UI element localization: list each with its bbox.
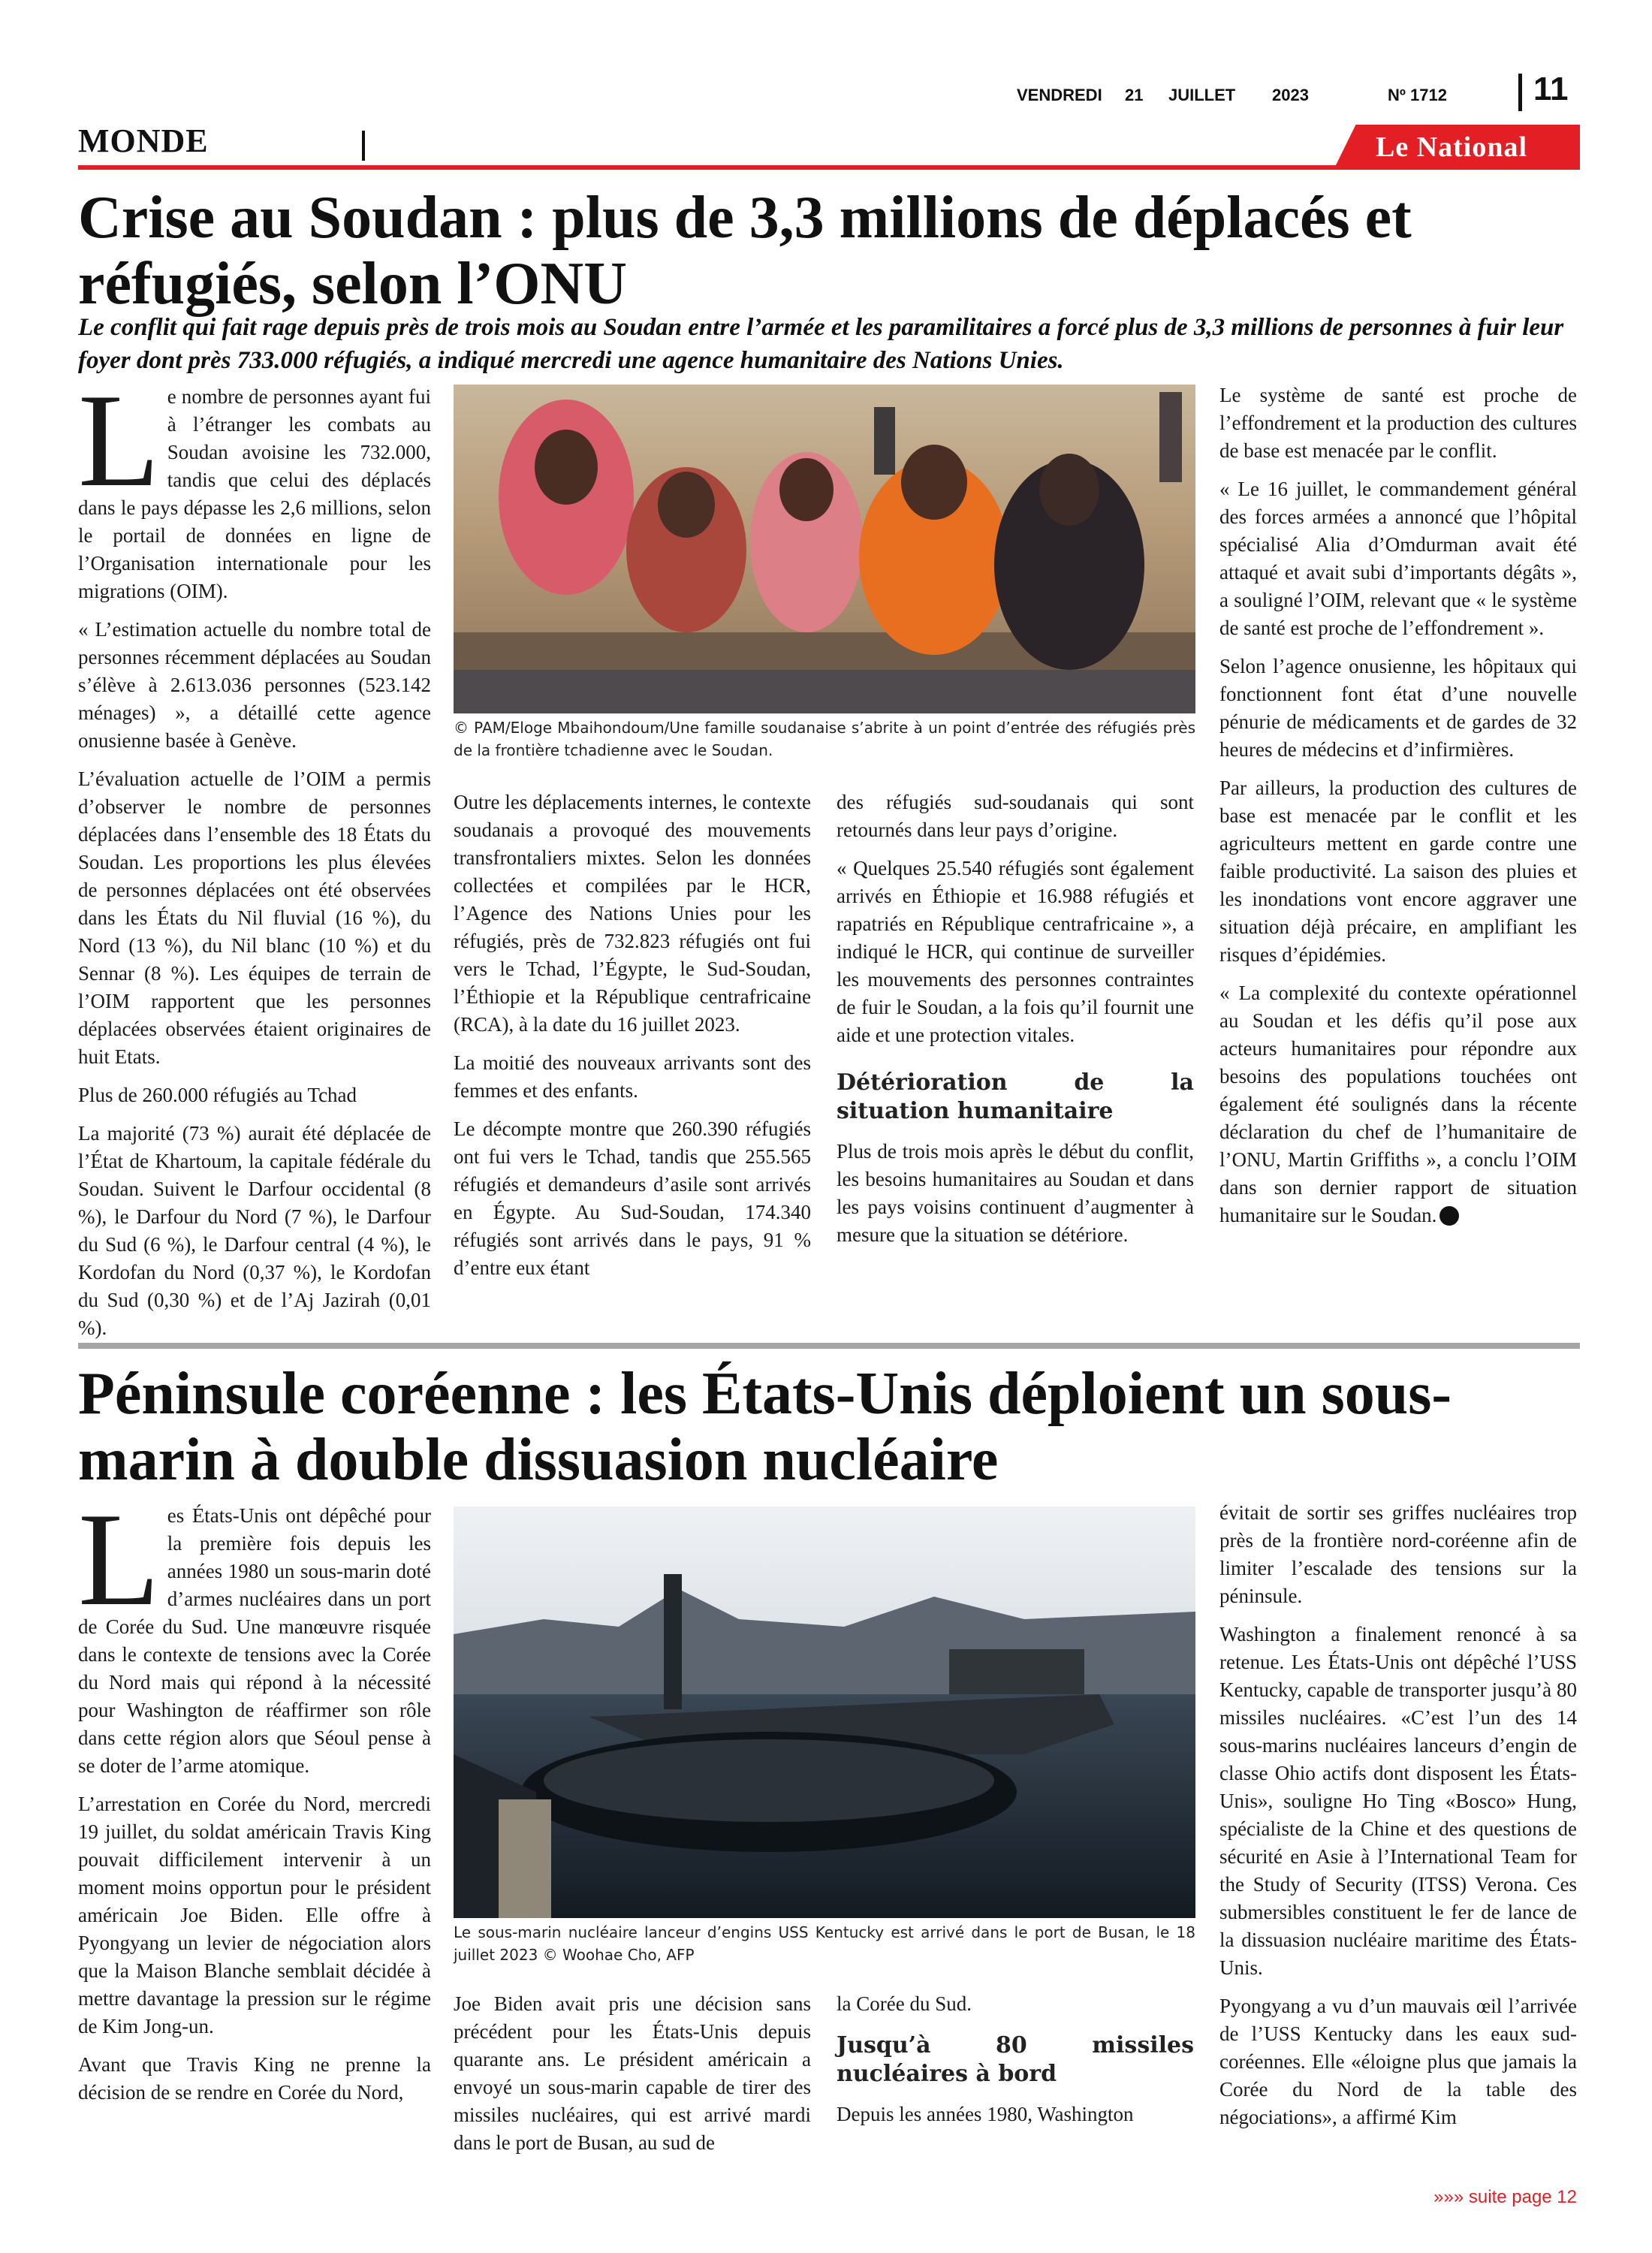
- article2-headline: Péninsule coréenne : les États-Unis déploient un sous-marin à double dissuasion nucléaire: [78, 1361, 1452, 1493]
- sudan-refugee-family-photo: [454, 385, 1195, 713]
- article2-paragraph: Pyongyang a vu d’un mauvais œil l’arrivée de l’USS Kentucky dans les eaux sud-coréennes. Elle «éloigne plus que jamais la Corée du Nord de la table des négociations», a affirmé Kim: [1219, 1995, 1577, 2128]
- article1-subhead: Détérioration de la situation humanitaire: [837, 1069, 1194, 1124]
- article1-paragraph: Le système de santé est proche de l’effondrement et la production des cultures de base est menacée par le conflit.: [1219, 384, 1577, 462]
- section-divider: [362, 131, 365, 161]
- article1-paragraph: Le décompte montre que 260.390 réfugiés ont fui vers le Tchad, tandis que 255.565 réfugiés et demandeurs d’asile sont arrivés en Égypte. Au Sud-Soudan, 174.340 réfugiés sont arrivés dans le pays, 91 % d’entre eux étant: [454, 1117, 811, 1279]
- article1-paragraph: « L’estimation actuelle du nombre total de personnes récemment déplacées au Soudan s’élève à 2.613.036 personnes (523.142 ménages) », a détaillé cette agence onusienne basée à Genève.: [78, 618, 431, 752]
- article1-paragraph: Plus de trois mois après le début du conflit, les besoins humanitaires au Soudan et dans les pays voisins continuent d’augmenter à mesure que la situation se détériore.: [837, 1140, 1194, 1246]
- article2-paragraph: Washington a finalement renoncé à sa retenue. Les États-Unis ont dépêché l’USS Kentucky, capable de transporter jusqu’à 80 missiles nucléaires. «C’est l’un des 14 sous-marins nucléaires lanceurs d’engin de classe Ohio actifs dont disposent les États-Unis», souligne Ho Ting «Bosco» Hung, spécialiste de la Chine et des questions de sécurité en Asie à l’International Team for the Study of Security (ITSS) Verona. Ces submersibles constituent le fer de lance de la dissuasion nucléaire maritime des États-Unis.: [1219, 1623, 1577, 1979]
- article2-paragraph: Depuis les années 1980, Washington: [837, 2103, 1134, 2125]
- article-separator: [78, 1343, 1580, 1349]
- page-number-divider: [1518, 74, 1522, 111]
- article2-paragraph: es États-Unis ont dépêché pour la première fois depuis les années 1980 un sous-marin doté d’armes nucléaires dans un port de Corée du Sud. Une manœuvre risquée dans le contexte de tensions avec la Corée du Nord mais qui répond à la nécessité pour Washington de réaffirmer son rôle dans cette région alors que Séoul pense à se doter de l’arme atomique.: [78, 1504, 431, 1777]
- article1-column-1: [78, 366, 431, 1353]
- article1-paragraph: Outre les déplacements internes, le contexte soudanais a provoqué des mouvements transfrontaliers mixtes. Selon les données collectées et compilées par le HCR, l’Agence des Nations Unies pour les réfugiés, près de 732.823 réfugiés ont fui vers le Tchad, l’Égypte, le Sud-Soudan, l’Éthiopie et la République centrafricaine (RCA), à la date du 16 juillet 2023.: [454, 791, 811, 1036]
- submarine-photo-illustration: [454, 1507, 1195, 1918]
- article1-paragraph: La moitié des nouveaux arrivants sont des femmes et des enfants.: [454, 1051, 811, 1102]
- issue-number: Nº 1712: [1388, 86, 1447, 104]
- article2-paragraph: L’arrestation en Corée du Nord, mercredi 19 juillet, du soldat américain Travis King pouvait difficilement intervenir à un moment moins opportun pour le président américain Joe Biden. Elle offre à Pyongyang un levier de négociation alors que la Maison Blanche semblait décidée à mettre davantage la pression sur le régime de Kim Jong-un.: [78, 1793, 431, 2037]
- article1-lead: Le conflit qui fait rage depuis près de trois mois au Soudan entre l’armée et les paramilitaires a forcé plus de 3,3 millions de personnes à fuir leur foyer dont près 733.000 réfugiés, a indiqué mercredi une agence humanitaire des Nations Unies.: [78, 314, 1564, 374]
- article2-column-2: [454, 1990, 811, 2167]
- article2-subhead: Jusqu’à 80 missiles nucléaires à bord: [837, 2032, 1194, 2087]
- article2-dropcap: L: [78, 1485, 160, 1633]
- article1-paragraph: La majorité (73 %) aurait été déplacée de l’État de Khartoum, la capitale fédérale du Soudan. Suivent le Darfour occidental (8 %), le Darfour du Nord (7 %), le Darfour du Sud (6 %), le Darfour central (4 %), le Kordofan du Nord (0,37 %), le Kordofan du Sud (0,30 %) et de l’Aj Jazirah (0,01 %).: [78, 1122, 431, 1339]
- article1-inline-subhead: Plus de 260.000 réfugiés au Tchad: [78, 1084, 357, 1106]
- article1-paragraph: L’évaluation actuelle de l’OIM a permis d’observer le nombre de personnes déplacées dans l’ensemble des 18 États du Soudan. Les proportions les plus élevées de personnes déplacées ont été observées dans les États du Nil fluvial (16 %), du Nord (13 %), du Nil blanc (10 %) et du Sennar (8 %). Les équipes de terrain de l’OIM rapportent que les personnes déplacées observées étaient originaires de huit Etats.: [78, 768, 431, 1068]
- folio-date-num: 21: [1125, 86, 1144, 104]
- article2-column-1: [78, 1485, 431, 2117]
- article2-column-3: [837, 1990, 1194, 2139]
- article2-paragraph: la Corée du Sud.: [837, 1992, 972, 2015]
- folio-month: JUILLET: [1168, 86, 1236, 104]
- article-end-mark-icon: [1439, 1206, 1459, 1226]
- article2-paragraph: évitait de sortir ses griffes nucléaires trop près de la frontière nord-coréenne afin de limiter l’escalade des tensions sur la péninsule.: [1219, 1501, 1577, 1607]
- article2-paragraph: Joe Biden avait pris une décision sans précédent pour les États-Unis depuis quarante ans. Le président américain a envoyé un sous-marin capable de tirer des missiles nucléaires, qui est arrivé mardi dans le port de Busan, au sud de: [454, 1992, 811, 2154]
- article1-column-4: [1219, 382, 1577, 1240]
- article1-paragraph: e nombre de personnes ayant fui à l’étranger les combats au Soudan avoisine les 732.000, tandis que celui des déplacés dans le pays dépasse les 2,6 millions, selon le portail de données en ligne de l’Organisation internationale pour les migrations (OIM).: [78, 385, 431, 602]
- article1-photo-caption: © PAM/Eloge Mbaihondoum/Une famille soudanaise s’abrite à un point d’entrée des réfugiés près de la frontière tchadienne avec le Soudan.: [454, 719, 1195, 759]
- section-label: MONDE: [78, 122, 209, 159]
- uss-kentucky-submarine-photo: [454, 1507, 1195, 1918]
- article1-paragraph: Par ailleurs, la production des cultures de base est menacée par le conflit et les agriculteurs mettent en garde contre une faible productivité. La saison des pluies et les inondations vont encore aggraver une situation déjà précaire, en amplifiant les risques d’épidémies.: [1219, 777, 1577, 966]
- folio-day: VENDREDI: [1017, 86, 1102, 104]
- article2-photo-caption: Le sous-marin nucléaire lanceur d’engins USS Kentucky est arrivé dans le port de Busan, le 18 juillet 2023 © Woohae Cho, AFP: [454, 1923, 1195, 1964]
- article2-column-4: [1219, 1499, 1577, 2142]
- article2-paragraph: Avant que Travis King ne prenne la décision de se rendre en Corée du Nord,: [78, 2053, 431, 2104]
- article1-paragraph: « Le 16 juillet, le commandement général des forces armées a annoncé que l’hôpital spécialisé Alia d’Omdurman avait été attaqué et avait subi d’importants dégâts », a souligné l’OIM, relevant que « le système de santé est proche de l’effondrement ».: [1219, 478, 1577, 639]
- article1-paragraph: « La complexité du contexte opérationnel au Soudan et les défis qu’il pose aux acteurs humanitaires pour répondre aux besoins des populations touchées ont également été soulignés dans la récente déclaration du chef de l’humanitaire de l’ONU, Martin Griffiths », a conclu l’OIM dans son dernier rapport de situation humanitaire sur le Soudan.: [1219, 982, 1577, 1226]
- article1-paragraph: des réfugiés sud-soudanais qui sont retournés dans leur pays d’origine.: [837, 791, 1194, 841]
- article1-paragraph: Selon l’agence onusienne, les hôpitaux qui fonctionnent font état d’une nouvelle pénurie de médicaments et de gardes de 32 heures de médecins et d’infirmières.: [1219, 655, 1577, 761]
- folio-year: 2023: [1272, 86, 1309, 104]
- article1-column-2: [454, 789, 811, 1292]
- sudan-photo-illustration: [454, 385, 1195, 713]
- article1-paragraph: « Quelques 25.540 réfugiés sont également arrivés en Éthiopie et 16.988 réfugiés et rapatriés en République centrafricaine », a indiqué le HCR, qui continue de surveiller les mouvements des personnes contraintes de fuir le Soudan, a la fois qu’il fournit une aide et une protection vitales.: [837, 857, 1194, 1046]
- article1-headline: Crise au Soudan : plus de 3,3 millions de déplacés et réfugiés, selon l’ONU: [78, 185, 1412, 317]
- brand-name: Le National: [1376, 131, 1528, 163]
- continuation-link[interactable]: »»» suite page 12: [1433, 2187, 1577, 2207]
- article1-column-3: [837, 789, 1194, 1259]
- folio-line: [0, 0, 1652, 120]
- page-number: 11: [1533, 71, 1569, 107]
- article1-dropcap: L: [78, 366, 160, 514]
